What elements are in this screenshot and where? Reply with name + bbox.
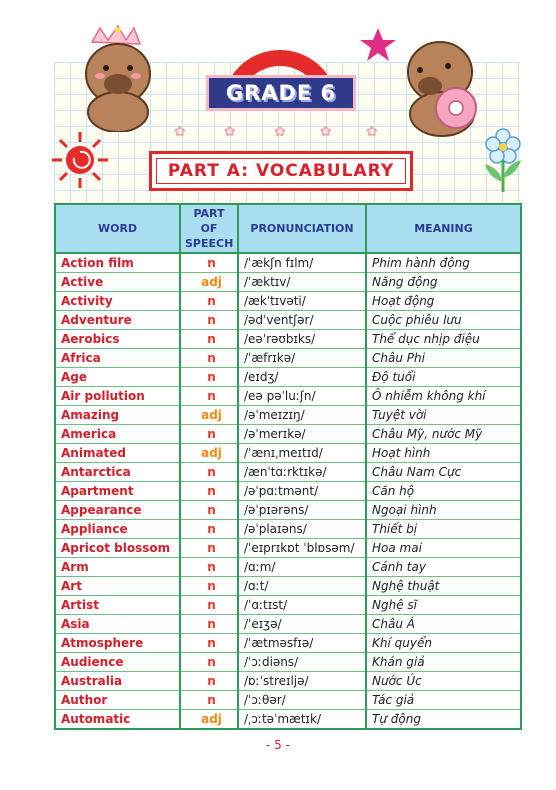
pronunciation-cell: /ækˈtɪvəti/ bbox=[238, 292, 366, 311]
part-of-speech-cell: adj bbox=[180, 273, 238, 292]
pronunciation-cell: /ɑːm/ bbox=[238, 558, 366, 577]
meaning-cell: Phim hành động bbox=[366, 253, 521, 273]
pronunciation-cell: /ədˈventʃər/ bbox=[238, 311, 366, 330]
pronunciation-cell: /ˈænɪˌmeɪtɪd/ bbox=[238, 444, 366, 463]
word-cell: Africa bbox=[55, 349, 180, 368]
word-cell: Automatic bbox=[55, 710, 180, 730]
column-header-part-of-speech: PART OF SPEECH bbox=[180, 204, 238, 253]
meaning-cell: Năng động bbox=[366, 273, 521, 292]
part-title: PART A: VOCABULARY bbox=[167, 161, 395, 181]
ribbon-icon: ✿ bbox=[274, 124, 286, 140]
meaning-cell: Châu Phi bbox=[366, 349, 521, 368]
meaning-cell: Nghệ thuật bbox=[366, 577, 521, 596]
meaning-cell: Độ tuổi bbox=[366, 368, 521, 387]
part-of-speech-cell: n bbox=[180, 330, 238, 349]
vocabulary-table bbox=[54, 203, 522, 730]
meaning-cell: Căn hộ bbox=[366, 482, 521, 501]
table-row bbox=[55, 273, 521, 292]
part-of-speech-cell: n bbox=[180, 253, 238, 273]
pronunciation-cell: /əˈmerɪkə/ bbox=[238, 425, 366, 444]
table-row bbox=[55, 577, 521, 596]
part-of-speech-cell: n bbox=[180, 425, 238, 444]
pronunciation-cell: /əˈpɑːtmənt/ bbox=[238, 482, 366, 501]
meaning-cell: Ngoại hình bbox=[366, 501, 521, 520]
table-row bbox=[55, 596, 521, 615]
pronunciation-cell: /əˈplaɪəns/ bbox=[238, 520, 366, 539]
table-row bbox=[55, 501, 521, 520]
part-of-speech-cell: n bbox=[180, 387, 238, 406]
word-cell: Australia bbox=[55, 672, 180, 691]
word-cell: Appearance bbox=[55, 501, 180, 520]
word-cell: Artist bbox=[55, 596, 180, 615]
ribbon-icon: ✿ bbox=[366, 124, 378, 140]
word-cell: Active bbox=[55, 273, 180, 292]
table-row bbox=[55, 672, 521, 691]
capybara-donut-icon bbox=[398, 30, 488, 140]
table-row bbox=[55, 615, 521, 634]
pronunciation-cell: /ˈɔːdiəns/ bbox=[238, 653, 366, 672]
pronunciation-cell: /əˈpɪərəns/ bbox=[238, 501, 366, 520]
table-row bbox=[55, 349, 521, 368]
part-of-speech-cell: n bbox=[180, 653, 238, 672]
pronunciation-cell: /ænˈtɑːrktɪkə/ bbox=[238, 463, 366, 482]
meaning-cell: Tự động bbox=[366, 710, 521, 730]
table-row bbox=[55, 653, 521, 672]
word-cell: Apricot blossom bbox=[55, 539, 180, 558]
column-header-word: WORD bbox=[55, 204, 180, 253]
table-row bbox=[55, 292, 521, 311]
part-of-speech-cell: adj bbox=[180, 444, 238, 463]
part-of-speech-cell: n bbox=[180, 349, 238, 368]
word-cell: Adventure bbox=[55, 311, 180, 330]
word-cell: Apartment bbox=[55, 482, 180, 501]
table-header-row bbox=[55, 204, 521, 253]
word-cell: Air pollution bbox=[55, 387, 180, 406]
table-row bbox=[55, 330, 521, 349]
part-of-speech-cell: n bbox=[180, 311, 238, 330]
column-header-pronunciation: PRONUNCIATION bbox=[238, 204, 366, 253]
ribbon-icon: ✿ bbox=[174, 124, 186, 140]
word-cell: Action film bbox=[55, 253, 180, 273]
word-cell: Antarctica bbox=[55, 463, 180, 482]
part-of-speech-cell: n bbox=[180, 539, 238, 558]
word-cell: Age bbox=[55, 368, 180, 387]
word-cell: Asia bbox=[55, 615, 180, 634]
word-cell: Amazing bbox=[55, 406, 180, 425]
grade-title: GRADE 6 bbox=[225, 81, 337, 105]
table-row bbox=[55, 425, 521, 444]
word-cell: Audience bbox=[55, 653, 180, 672]
part-of-speech-cell: n bbox=[180, 691, 238, 710]
meaning-cell: Cánh tay bbox=[366, 558, 521, 577]
table-row bbox=[55, 387, 521, 406]
table-row bbox=[55, 710, 521, 730]
pronunciation-cell: /əˈmeɪzɪŋ/ bbox=[238, 406, 366, 425]
part-of-speech-cell: n bbox=[180, 501, 238, 520]
meaning-cell: Tác giả bbox=[366, 691, 521, 710]
table-row bbox=[55, 406, 521, 425]
pronunciation-cell: /ˈæfrɪkə/ bbox=[238, 349, 366, 368]
pronunciation-cell: /ˈɑːtɪst/ bbox=[238, 596, 366, 615]
ribbon-icon: ✿ bbox=[224, 124, 236, 140]
meaning-cell: Châu Nam Cực bbox=[366, 463, 521, 482]
pronunciation-cell: /ˌɔːtəˈmætɪk/ bbox=[238, 710, 366, 730]
word-cell: Author bbox=[55, 691, 180, 710]
word-cell: Arm bbox=[55, 558, 180, 577]
table-row bbox=[55, 558, 521, 577]
table-row bbox=[55, 691, 521, 710]
meaning-cell: Thể dục nhịp điệu bbox=[366, 330, 521, 349]
sun-icon bbox=[50, 130, 110, 190]
part-of-speech-cell: n bbox=[180, 615, 238, 634]
table-row bbox=[55, 634, 521, 653]
meaning-cell: Hoa mai bbox=[366, 539, 521, 558]
meaning-cell: Khí quyển bbox=[366, 634, 521, 653]
word-cell: America bbox=[55, 425, 180, 444]
pronunciation-cell: /eə pəˈluːʃn/ bbox=[238, 387, 366, 406]
capybara-crown-icon bbox=[78, 22, 158, 132]
pronunciation-cell: /ˈeɪʒə/ bbox=[238, 615, 366, 634]
table-row bbox=[55, 444, 521, 463]
part-of-speech-cell: n bbox=[180, 672, 238, 691]
page-number: - 5 - bbox=[266, 738, 290, 752]
pronunciation-cell: /eɪdʒ/ bbox=[238, 368, 366, 387]
part-of-speech-cell: n bbox=[180, 520, 238, 539]
meaning-cell: Ô nhiễm không khí bbox=[366, 387, 521, 406]
word-cell: Activity bbox=[55, 292, 180, 311]
table-row bbox=[55, 520, 521, 539]
meaning-cell: Hoạt hình bbox=[366, 444, 521, 463]
meaning-cell: Châu Mỹ, nước Mỹ bbox=[366, 425, 521, 444]
part-of-speech-cell: n bbox=[180, 368, 238, 387]
column-header-meaning: MEANING bbox=[366, 204, 521, 253]
word-cell: Aerobics bbox=[55, 330, 180, 349]
table-row bbox=[55, 463, 521, 482]
table-row bbox=[55, 482, 521, 501]
meaning-cell: Khán giả bbox=[366, 653, 521, 672]
part-of-speech-cell: n bbox=[180, 596, 238, 615]
word-cell: Animated bbox=[55, 444, 180, 463]
pronunciation-cell: /eəˈrəʊbɪks/ bbox=[238, 330, 366, 349]
grade-banner bbox=[206, 75, 356, 111]
pronunciation-cell: /ˈækʃn fɪlm/ bbox=[238, 253, 366, 273]
part-of-speech-cell: n bbox=[180, 482, 238, 501]
part-of-speech-cell: n bbox=[180, 577, 238, 596]
part-of-speech-cell: n bbox=[180, 463, 238, 482]
pronunciation-cell: /ˈætməsfɪə/ bbox=[238, 634, 366, 653]
ribbon-icon: ✿ bbox=[320, 124, 332, 140]
part-of-speech-cell: n bbox=[180, 558, 238, 577]
part-banner bbox=[149, 151, 413, 191]
part-of-speech-cell: n bbox=[180, 292, 238, 311]
meaning-cell: Thiết bị bbox=[366, 520, 521, 539]
part-of-speech-cell: adj bbox=[180, 710, 238, 730]
pronunciation-cell: /ˈæktɪv/ bbox=[238, 273, 366, 292]
flower-icon bbox=[478, 126, 528, 196]
meaning-cell: Hoạt động bbox=[366, 292, 521, 311]
word-cell: Appliance bbox=[55, 520, 180, 539]
part-of-speech-cell: adj bbox=[180, 406, 238, 425]
star-icon bbox=[358, 26, 398, 64]
part-of-speech-cell: n bbox=[180, 634, 238, 653]
meaning-cell: Nghệ sĩ bbox=[366, 596, 521, 615]
meaning-cell: Tuyệt vời bbox=[366, 406, 521, 425]
pronunciation-cell: /ɒːˈstreɪljə/ bbox=[238, 672, 366, 691]
word-cell: Atmosphere bbox=[55, 634, 180, 653]
pronunciation-cell: /ˈɔːθər/ bbox=[238, 691, 366, 710]
meaning-cell: Cuộc phiêu lưu bbox=[366, 311, 521, 330]
word-cell: Art bbox=[55, 577, 180, 596]
meaning-cell: Châu Á bbox=[366, 615, 521, 634]
table-row bbox=[55, 311, 521, 330]
pronunciation-cell: /ɑːt/ bbox=[238, 577, 366, 596]
pronunciation-cell: /ˈeɪprɪkɒt ˈblɒsəm/ bbox=[238, 539, 366, 558]
table-body bbox=[55, 253, 521, 729]
table-row bbox=[55, 368, 521, 387]
table-row bbox=[55, 253, 521, 273]
table-row bbox=[55, 539, 521, 558]
meaning-cell: Nước Úc bbox=[366, 672, 521, 691]
